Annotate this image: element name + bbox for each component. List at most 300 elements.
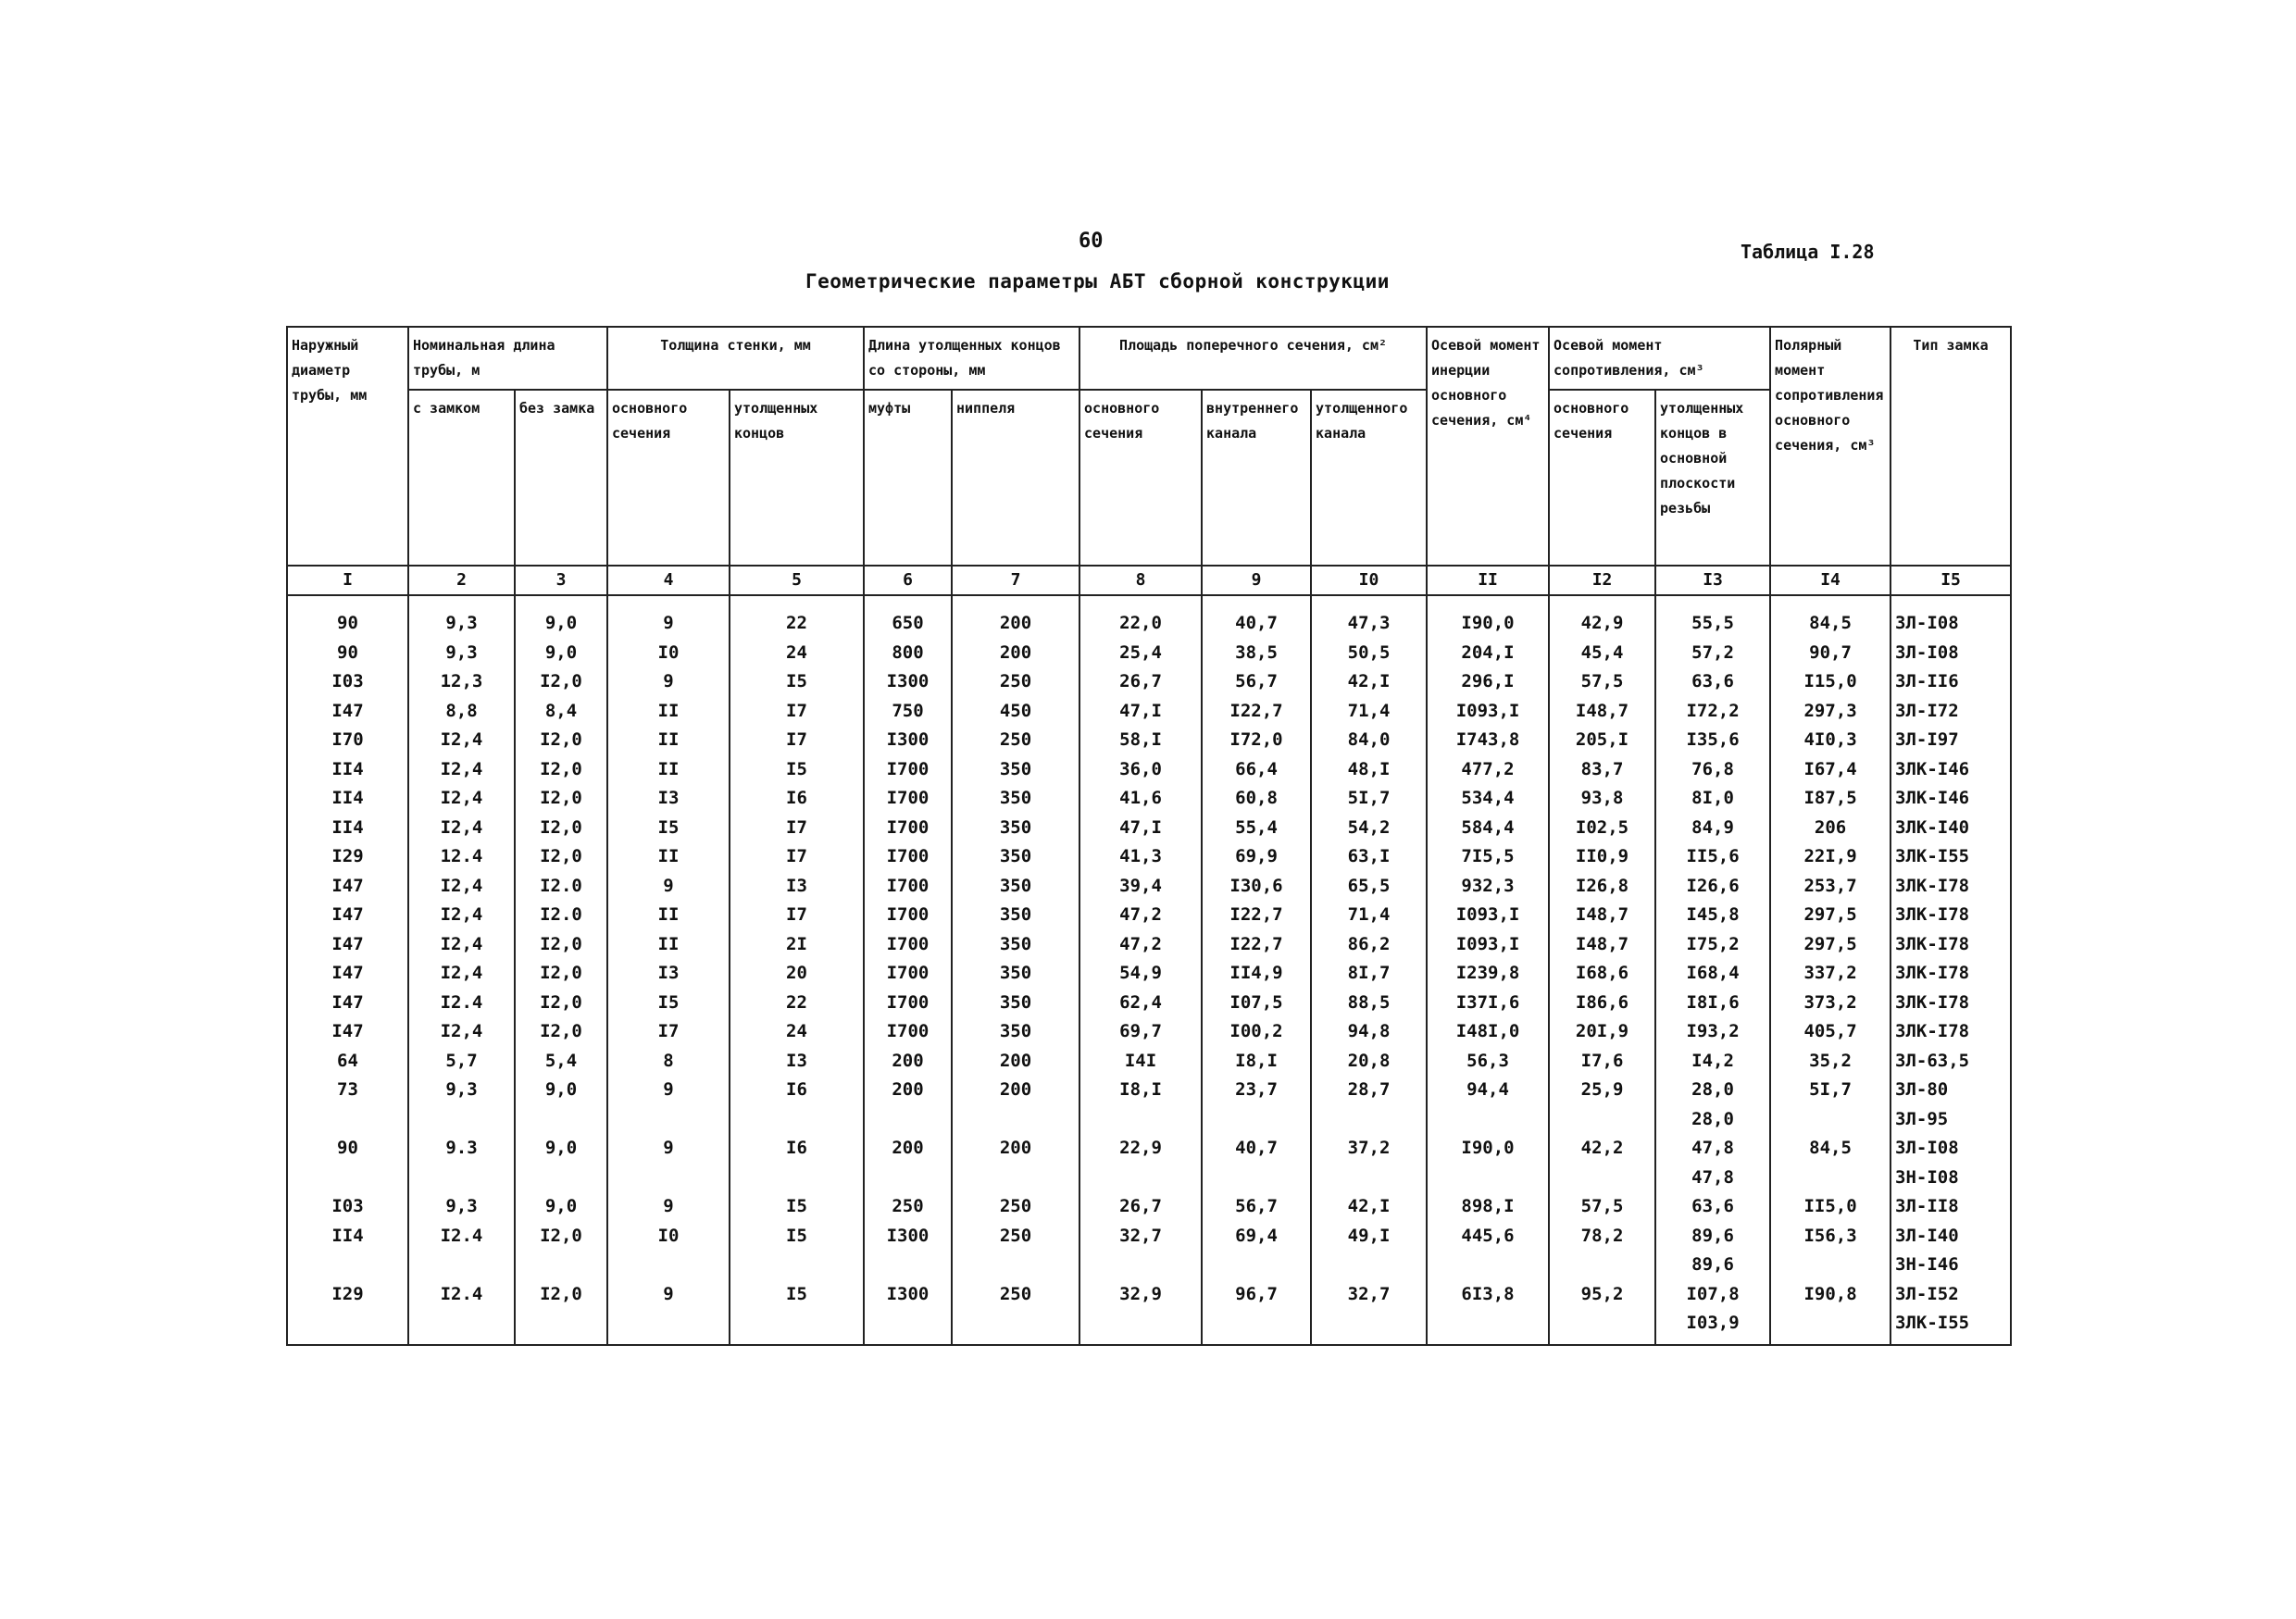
- table-cell: [408, 1076, 515, 1134]
- cell-value: I7: [786, 816, 807, 838]
- cell-value: 7I5,5: [1461, 846, 1515, 866]
- cell-value: I48I,0: [1455, 1021, 1520, 1041]
- table-cell: [1079, 1134, 1202, 1192]
- table-cell: [408, 1017, 515, 1047]
- table-row: [287, 697, 2011, 727]
- table-row: [287, 872, 2011, 902]
- table-cell: [864, 1076, 952, 1134]
- table-cell: [515, 595, 607, 639]
- cell-value: 24: [786, 1021, 807, 1041]
- table-cell: [515, 1017, 607, 1047]
- cell-value: ЗЛК-I78: [1895, 963, 1970, 983]
- cell-value: 66,4: [1235, 758, 1278, 779]
- cell-value: 932,3: [1461, 875, 1515, 896]
- cell-value: I2,0: [540, 1283, 582, 1304]
- table-cell: [1311, 930, 1427, 960]
- cell-value: 9,3: [445, 613, 478, 633]
- table-cell: [952, 1192, 1079, 1222]
- cell-value: I700: [886, 1021, 930, 1041]
- table-cell: [1655, 1047, 1770, 1077]
- cell-value: 50,5: [1347, 641, 1391, 663]
- cell-value: I093,I: [1455, 933, 1520, 954]
- cell-value: 38,5: [1235, 641, 1278, 663]
- column-number: 6: [864, 566, 952, 595]
- cell-value: 28,0: [1691, 1079, 1734, 1100]
- cell-value: 49,I: [1347, 1225, 1391, 1246]
- cell-value: 250: [999, 1225, 1032, 1246]
- cell-value: I68,6: [1575, 963, 1629, 983]
- table-cell: [408, 1047, 515, 1077]
- table-cell: [730, 959, 864, 989]
- column-number: 4: [607, 566, 730, 595]
- table-cell: [1770, 1017, 1890, 1047]
- cell-value: 26,7: [1119, 1196, 1162, 1216]
- table-cell: [730, 667, 864, 697]
- cell-value: ЗЛ-I52: [1895, 1283, 1959, 1304]
- cell-value: II4: [331, 758, 364, 779]
- table-cell: [607, 814, 730, 843]
- table-cell: [864, 595, 952, 639]
- cell-value: 65,5: [1347, 875, 1391, 896]
- table-cell: [730, 755, 864, 785]
- table-row: [287, 842, 2011, 872]
- cell-value: 47,8: [1691, 1138, 1734, 1158]
- table-body: [287, 595, 2011, 1345]
- table-cell: [1427, 667, 1549, 697]
- cell-value: I7,6: [1580, 1050, 1624, 1071]
- table-cell: [1311, 595, 1427, 639]
- table-cell: [408, 1192, 515, 1222]
- cell-value: I2,0: [540, 671, 582, 691]
- cell-value: 40,7: [1235, 613, 1278, 633]
- cell-value: 5,7: [445, 1050, 478, 1071]
- cell-value: I37I,6: [1455, 991, 1520, 1013]
- table-cell: [408, 1134, 515, 1192]
- table-cell: [408, 639, 515, 668]
- table-cell: [1890, 1222, 2011, 1280]
- cell-value: I2,4: [440, 758, 483, 779]
- parameters-table: [286, 326, 2012, 1346]
- table-cell: [730, 1192, 864, 1222]
- header-with-joint: с замком: [408, 390, 515, 566]
- cell-value: I29: [331, 1283, 364, 1304]
- cell-value: 350: [999, 758, 1032, 779]
- header-axial-inertia: Осевой момент инерции основного сечения, см⁴: [1427, 327, 1549, 566]
- cell-value: 297,3: [1803, 700, 1857, 721]
- table-cell: [1549, 667, 1655, 697]
- table-cell: [1655, 1280, 1770, 1345]
- table-cell: [515, 901, 607, 930]
- cell-value: I7: [657, 1021, 680, 1041]
- table-cell: [730, 1017, 864, 1047]
- table-cell: [730, 639, 864, 668]
- cell-value: I22,7: [1229, 933, 1283, 954]
- table-cell: [864, 1192, 952, 1222]
- table-cell: [1079, 1076, 1202, 1134]
- table-cell: [1427, 814, 1549, 843]
- table-cell: [1202, 1076, 1311, 1134]
- table-cell: [1890, 595, 2011, 639]
- table-cell: [1311, 989, 1427, 1018]
- table-cell: [1311, 1280, 1427, 1345]
- table-cell: [1079, 872, 1202, 902]
- cell-value: 337,2: [1803, 963, 1857, 983]
- table-cell: [408, 814, 515, 843]
- cell-value: ЗЛ-II6: [1895, 671, 1959, 691]
- cell-value: 90: [337, 641, 358, 663]
- cell-value: 28,7: [1347, 1079, 1391, 1100]
- table-cell: [864, 872, 952, 902]
- cell-value: 20: [786, 963, 807, 983]
- cell-value: I6: [786, 1138, 807, 1158]
- cell-value: I700: [886, 816, 930, 838]
- table-cell: [864, 639, 952, 668]
- table-cell: [1079, 1017, 1202, 1047]
- table-cell: [1890, 639, 2011, 668]
- cell-value: I700: [886, 991, 930, 1013]
- cell-value: 297,5: [1803, 933, 1857, 954]
- cell-value: 90: [337, 1138, 358, 1158]
- cell-value: 350: [999, 788, 1032, 808]
- table-cell: [1655, 639, 1770, 668]
- table-cell: [952, 989, 1079, 1018]
- cell-value: I0: [657, 1225, 680, 1246]
- table-cell: [515, 1222, 607, 1280]
- cell-value: I700: [886, 963, 930, 983]
- cell-value: 22: [786, 613, 807, 633]
- cell-value: 96,7: [1235, 1283, 1278, 1304]
- table-cell: [287, 726, 408, 755]
- table-cell: [952, 697, 1079, 727]
- table-cell: [515, 1047, 607, 1077]
- table-cell: [1427, 726, 1549, 755]
- cell-value: 350: [999, 904, 1032, 925]
- cell-value: 8I,0: [1691, 788, 1734, 808]
- table-cell: [864, 755, 952, 785]
- cell-value: 42,I: [1347, 671, 1391, 691]
- table-cell: [1770, 930, 1890, 960]
- cell-value: 57,2: [1691, 641, 1734, 663]
- cell-value: 63,I: [1347, 846, 1391, 866]
- cell-value: I90,0: [1461, 1138, 1515, 1158]
- table-cell: [1427, 930, 1549, 960]
- cell-value: I2,0: [540, 1225, 582, 1246]
- table-row: [287, 901, 2011, 930]
- table-cell: [1202, 755, 1311, 785]
- cell-value: 94,4: [1466, 1079, 1509, 1100]
- table-row: [287, 755, 2011, 785]
- cell-value: I03: [331, 671, 364, 691]
- table-cell: [864, 1017, 952, 1047]
- cell-value: I5: [786, 1283, 807, 1304]
- cell-value: ЗЛ-I08: [1895, 613, 1959, 633]
- table-cell: [1770, 1222, 1890, 1280]
- table-row: [287, 1076, 2011, 1134]
- table-cell: [1079, 1222, 1202, 1280]
- cell-value: 55,5: [1691, 613, 1734, 633]
- table-cell: [1311, 842, 1427, 872]
- cell-value: 6I3,8: [1461, 1283, 1515, 1304]
- cell-value: I2.0: [540, 904, 582, 925]
- table-cell: [287, 901, 408, 930]
- table-cell: [607, 1280, 730, 1345]
- cell-value: 23,7: [1235, 1079, 1278, 1100]
- cell-value: 9: [663, 1138, 674, 1158]
- cell-value: 405,7: [1803, 1021, 1857, 1041]
- table-cell: [1549, 755, 1655, 785]
- table-cell: [287, 1192, 408, 1222]
- cell-value: I2,4: [440, 933, 483, 954]
- cell-value: 9: [663, 1079, 674, 1100]
- cell-value: 205,I: [1575, 729, 1629, 750]
- cell-value: 20I,9: [1575, 1021, 1629, 1041]
- table-cell: [730, 989, 864, 1018]
- cell-value: 8,4: [544, 700, 578, 721]
- cell-value: II: [657, 758, 680, 779]
- cell-value: 12.4: [440, 846, 483, 866]
- table-cell: [1311, 1222, 1427, 1280]
- table-cell: [1427, 595, 1549, 639]
- table-cell: [1655, 872, 1770, 902]
- cell-value: I5: [786, 1225, 807, 1246]
- cell-value: I26,6: [1686, 875, 1740, 896]
- table-cell: [607, 989, 730, 1018]
- table-cell: [1311, 1047, 1427, 1077]
- cell-value: 350: [999, 846, 1032, 866]
- cell-value: 54,9: [1119, 963, 1162, 983]
- table-cell: [1079, 959, 1202, 989]
- table-cell: [1890, 1280, 2011, 1345]
- table-cell: [408, 1222, 515, 1280]
- table-cell: [1655, 595, 1770, 639]
- table-cell: [1202, 901, 1311, 930]
- parameters-table-wrapper: [286, 326, 2010, 1346]
- header-thickened-ends-resistance: утолщенных концов в основной плоскости резьбы: [1655, 390, 1770, 566]
- cell-value: ЗЛ-80: [1895, 1079, 1949, 1100]
- cell-value: II: [657, 933, 680, 954]
- table-cell: [1549, 989, 1655, 1018]
- cell-value: 25,9: [1580, 1079, 1624, 1100]
- column-number: II: [1427, 566, 1549, 595]
- cell-value: 28,0: [1691, 1108, 1734, 1129]
- table-cell: [607, 784, 730, 814]
- cell-value: 55,4: [1235, 816, 1278, 838]
- table-cell: [287, 1076, 408, 1134]
- cell-value: I6: [786, 1079, 807, 1100]
- cell-value: 296,I: [1461, 671, 1515, 691]
- header-cross-section-area: Площадь поперечного сечения, см²: [1079, 327, 1427, 390]
- table-cell: [1311, 639, 1427, 668]
- table-cell: [1549, 1134, 1655, 1192]
- table-cell: [952, 842, 1079, 872]
- column-number: 7: [952, 566, 1079, 595]
- cell-value: 4I0,3: [1803, 729, 1857, 750]
- cell-value: I8,I: [1235, 1050, 1278, 1071]
- cell-value: ЗЛК-I55: [1895, 846, 1970, 866]
- table-cell: [730, 1047, 864, 1077]
- cell-value: 41,3: [1119, 846, 1162, 866]
- column-number: I2: [1549, 566, 1655, 595]
- table-cell: [1202, 989, 1311, 1018]
- table-cell: [1311, 959, 1427, 989]
- cell-value: 22,9: [1119, 1138, 1162, 1158]
- table-cell: [1890, 667, 2011, 697]
- header-nipple-side: ниппеля: [952, 390, 1079, 566]
- table-cell: [1770, 639, 1890, 668]
- table-cell: [864, 989, 952, 1018]
- cell-value: I7: [786, 846, 807, 866]
- cell-value: II4,9: [1229, 963, 1283, 983]
- table-cell: [1890, 872, 2011, 902]
- table-cell: [287, 1017, 408, 1047]
- header-coupling-side: муфты: [864, 390, 952, 566]
- cell-value: 350: [999, 875, 1032, 896]
- table-cell: [952, 1017, 1079, 1047]
- table-cell: [864, 842, 952, 872]
- cell-value: I2,0: [540, 1021, 582, 1041]
- table-cell: [1427, 842, 1549, 872]
- cell-value: 5I,7: [1347, 788, 1391, 808]
- table-cell: [1427, 697, 1549, 727]
- table-cell: [864, 667, 952, 697]
- cell-value: 95,2: [1580, 1283, 1624, 1304]
- table-row: [287, 1047, 2011, 1077]
- cell-value: I3: [657, 963, 680, 983]
- table-row: [287, 667, 2011, 697]
- cell-value: 58,I: [1119, 729, 1162, 750]
- header-wall-thickness: Толщина стенки, мм: [607, 327, 864, 390]
- cell-value: 56,7: [1235, 1196, 1278, 1216]
- cell-value: 350: [999, 816, 1032, 838]
- cell-value: I48,7: [1575, 700, 1629, 721]
- cell-value: 584,4: [1461, 816, 1515, 838]
- table-cell: [1890, 697, 2011, 727]
- table-cell: [408, 784, 515, 814]
- table-cell: [864, 1222, 952, 1280]
- table-cell: [1202, 1134, 1311, 1192]
- table-cell: [1549, 1222, 1655, 1280]
- cell-value: II: [657, 846, 680, 866]
- cell-value: 297,5: [1803, 904, 1857, 925]
- cell-value: 78,2: [1580, 1225, 1624, 1246]
- table-cell: [1427, 1017, 1549, 1047]
- table-cell: [1079, 755, 1202, 785]
- table-cell: [1549, 959, 1655, 989]
- table-cell: [1549, 1076, 1655, 1134]
- table-cell: [1311, 667, 1427, 697]
- cell-value: I2.4: [440, 1225, 483, 1246]
- table-cell: [515, 784, 607, 814]
- cell-value: 200: [999, 1079, 1032, 1100]
- cell-value: 200: [892, 1050, 924, 1071]
- table-row: [287, 814, 2011, 843]
- cell-value: I2,0: [540, 963, 582, 983]
- table-cell: [515, 1192, 607, 1222]
- cell-value: 32,7: [1119, 1225, 1162, 1246]
- cell-value: 47,3: [1347, 613, 1391, 633]
- table-cell: [1311, 755, 1427, 785]
- cell-value: ЗЛК-I40: [1895, 816, 1970, 838]
- table-cell: [864, 814, 952, 843]
- cell-value: 250: [999, 729, 1032, 750]
- cell-value: 73: [337, 1079, 358, 1100]
- table-cell: [952, 1134, 1079, 1192]
- column-number: I0: [1311, 566, 1427, 595]
- table-cell: [1079, 901, 1202, 930]
- cell-value: 9: [663, 613, 674, 633]
- cell-value: 250: [892, 1196, 924, 1216]
- cell-value: 22: [786, 991, 807, 1013]
- table-cell: [1549, 814, 1655, 843]
- cell-value: 445,6: [1461, 1225, 1515, 1246]
- cell-value: 35,2: [1809, 1050, 1852, 1071]
- table-cell: [1655, 1222, 1770, 1280]
- cell-value: 76,8: [1691, 758, 1734, 779]
- cell-value: 250: [999, 671, 1032, 691]
- cell-value: 450: [999, 700, 1032, 721]
- cell-value: ЗН-I08: [1895, 1166, 1959, 1188]
- table-cell: [1770, 872, 1890, 902]
- cell-value: I15,0: [1803, 671, 1857, 691]
- cell-value: 898,I: [1461, 1196, 1515, 1216]
- cell-value: 350: [999, 1021, 1032, 1041]
- cell-value: I35,6: [1686, 729, 1740, 750]
- column-number: 5: [730, 566, 864, 595]
- header-without-joint: без замка: [515, 390, 607, 566]
- cell-value: I4,2: [1691, 1050, 1734, 1071]
- table-cell: [515, 639, 607, 668]
- table-cell: [607, 1047, 730, 1077]
- cell-value: I2,4: [440, 1021, 483, 1041]
- table-cell: [408, 842, 515, 872]
- table-cell: [607, 726, 730, 755]
- table-cell: [515, 726, 607, 755]
- cell-value: I5: [786, 671, 807, 691]
- table-cell: [287, 639, 408, 668]
- table-row: [287, 959, 2011, 989]
- table-cell: [1890, 1192, 2011, 1222]
- table-row: [287, 1134, 2011, 1192]
- table-cell: [287, 959, 408, 989]
- cell-value: I5: [786, 1196, 807, 1216]
- cell-value: I00,2: [1229, 1021, 1283, 1041]
- table-cell: [1202, 726, 1311, 755]
- cell-value: I30,6: [1229, 875, 1283, 896]
- cell-value: I7: [786, 904, 807, 925]
- cell-value: 9,3: [445, 1079, 478, 1100]
- table-cell: [1655, 1076, 1770, 1134]
- cell-value: I300: [886, 1225, 930, 1246]
- table-cell: [864, 930, 952, 960]
- table-cell: [952, 930, 1079, 960]
- table-cell: [1549, 639, 1655, 668]
- cell-value: 84,5: [1809, 613, 1852, 633]
- table-cell: [730, 930, 864, 960]
- table-cell: [1079, 1192, 1202, 1222]
- table-cell: [287, 667, 408, 697]
- table-title: Геометрические параметры АБТ сборной конструкции: [805, 270, 1390, 293]
- cell-value: 22,0: [1119, 613, 1162, 633]
- table-cell: [1079, 989, 1202, 1018]
- cell-value: I2,0: [540, 729, 582, 750]
- cell-value: 60,8: [1235, 788, 1278, 808]
- cell-value: I7: [786, 700, 807, 721]
- cell-value: 47,I: [1119, 700, 1162, 721]
- cell-value: I2,4: [440, 904, 483, 925]
- table-cell: [1655, 989, 1770, 1018]
- cell-value: I2,0: [540, 788, 582, 808]
- cell-value: I300: [886, 671, 930, 691]
